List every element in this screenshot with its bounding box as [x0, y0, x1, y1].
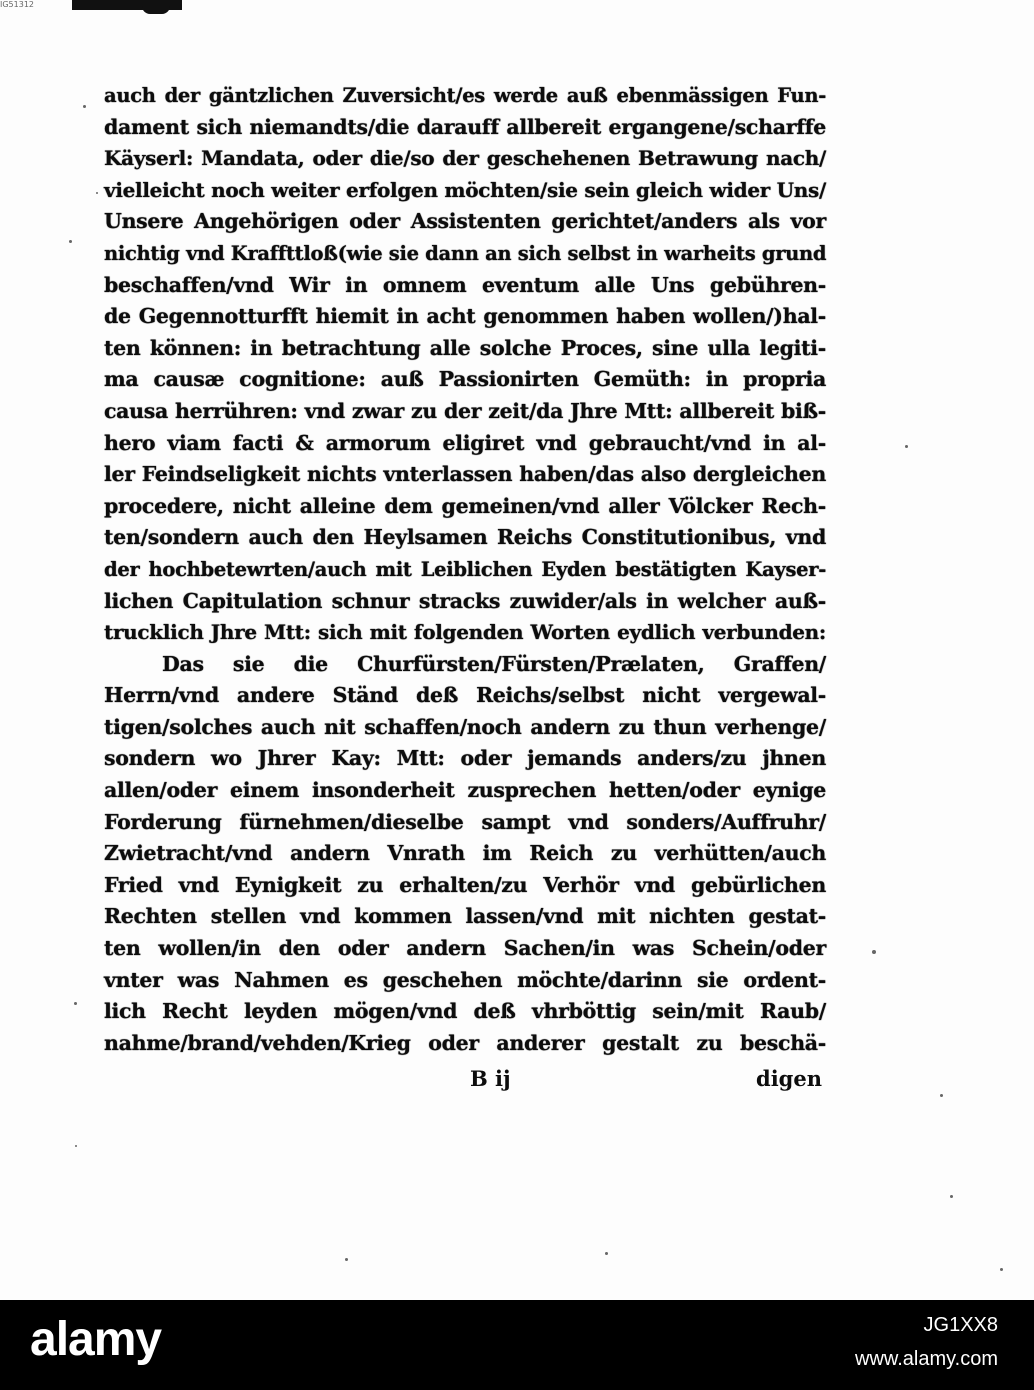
text-line: vnter was Nahmen es geschehen möchte/darinn sie ordent- — [104, 967, 826, 992]
text-line: allen/oder einem insonderheit zusprechen hetten/oder eynige — [104, 778, 826, 803]
text-line: Herrn/vnd andere Ständ deß Reichs/selbst nicht vergewal- — [104, 683, 826, 708]
text-line: Rechten stellen vnd kommen lassen/vnd mit nichten gestat- — [104, 904, 826, 929]
image-id: JG1XX8 — [923, 1314, 998, 1336]
text-line: ler Feindseligkeit nichts vnterlassen haben/das also dergleichen — [104, 462, 826, 487]
text-line: ten wollen/in den oder andern Sachen/in was Schein/oder — [104, 936, 826, 961]
text-line: trucklich Jhre Mtt: sich mit folgenden Worten eydlich verbunden: — [104, 620, 826, 645]
text-line: causa herrühren: vnd zwar zu der zeit/da Jhre Mtt: allbereit biß- — [104, 398, 826, 423]
text-line: Unsere Angehörigen oder Assistenten gerichtet/anders als vor — [104, 209, 826, 234]
alamy-logo: alamy — [30, 1313, 162, 1366]
scan-speck — [872, 950, 876, 954]
scan-speck — [950, 1195, 953, 1198]
scan-speck — [69, 240, 72, 243]
text-line: vielleicht noch weiter erfolgen möchten/sie sein gleich wider Uns/ — [104, 177, 826, 202]
scan-speck — [1000, 1268, 1003, 1271]
text-line: nichtig vnd Kraffttloß(wie sie dann an sich selbst in warheits grund — [104, 241, 827, 265]
catchword: digen — [756, 1066, 822, 1091]
signature-mark: B ij — [470, 1066, 511, 1091]
text-line: Das sie die Churfürsten/Fürsten/Prælaten, Graffen/ — [162, 651, 826, 676]
text-line: lichen Capitulation schnur stracks zuwider/als in welcher auß- — [104, 588, 826, 613]
scan-speck — [96, 192, 98, 194]
text-line: de Gegennotturfft hiemit in acht genommen haben wollen/)hal- — [104, 304, 826, 329]
text-line: ten/sondern auch den Heylsamen Reichs Constitutionibus, vnd — [104, 525, 826, 550]
scan-speck — [74, 1002, 77, 1005]
text-line: Forderung fürnehmen/dieselbe sampt vnd sonders/Auffruhr/ — [104, 809, 826, 834]
corner-code: IG51312 — [0, 0, 35, 9]
scan-speck — [345, 1258, 348, 1261]
stock-watermark-banner — [0, 1300, 1034, 1390]
scan-speck — [75, 1145, 77, 1147]
scan-speck — [940, 1094, 943, 1097]
text-line: nahme/brand/vehden/Krieg oder anderer gestalt zu beschä- — [104, 1030, 826, 1055]
text-line: hero viam facti & armorum eligiret vnd gebraucht/vnd in al- — [104, 430, 826, 455]
body-text — [104, 80, 826, 1059]
text-line: auch der gäntzlichen Zuversicht/es werde auß ebenmässigen Fun- — [104, 84, 826, 107]
scan-speck — [605, 1252, 608, 1255]
text-line: sondern wo Jhrer Kay: Mtt: oder jemands anders/zu jhnen — [104, 746, 826, 771]
text-line: ma causæ cognitione: auß Passionirten Gemüth: in propria — [104, 367, 826, 392]
text-line: ten können: in betrachtung alle solche Proces, sine ulla legiti- — [104, 335, 826, 360]
text-line: tigen/solches auch nit schaffen/noch andern zu thun verhenge/ — [104, 714, 826, 739]
scan-speck — [83, 105, 86, 108]
scan-edge-mark — [72, 0, 182, 10]
text-line: der hochbetewrten/auch mit Leiblichen Eyden bestätigten Kayser- — [104, 557, 826, 581]
text-line: lich Recht leyden mögen/vnd deß vhrböttig sein/mit Raub/ — [104, 999, 826, 1024]
stock-url: www.alamy.com — [855, 1348, 998, 1370]
page-footer — [104, 1060, 826, 1100]
text-line: dament sich niemandts/die darauff allbereit ergangene/scharffe — [104, 114, 826, 139]
text-line: Zwietracht/vnd andern Vnrath im Reich zu verhütten/auch — [104, 841, 826, 866]
text-line: Fried vnd Eynigkeit zu erhalten/zu Verhör vnd gebürlichen — [104, 872, 826, 897]
text-line: beschaffen/vnd Wir in omnem eventum alle Uns gebühren- — [104, 272, 826, 297]
text-line: procedere, nicht alleine dem gemeinen/vnd aller Völcker Rech- — [104, 493, 826, 518]
text-line: Käyserl: Mandata, oder die/so der geschehenen Betrawung nach/ — [104, 146, 826, 171]
scan-speck — [905, 445, 908, 448]
